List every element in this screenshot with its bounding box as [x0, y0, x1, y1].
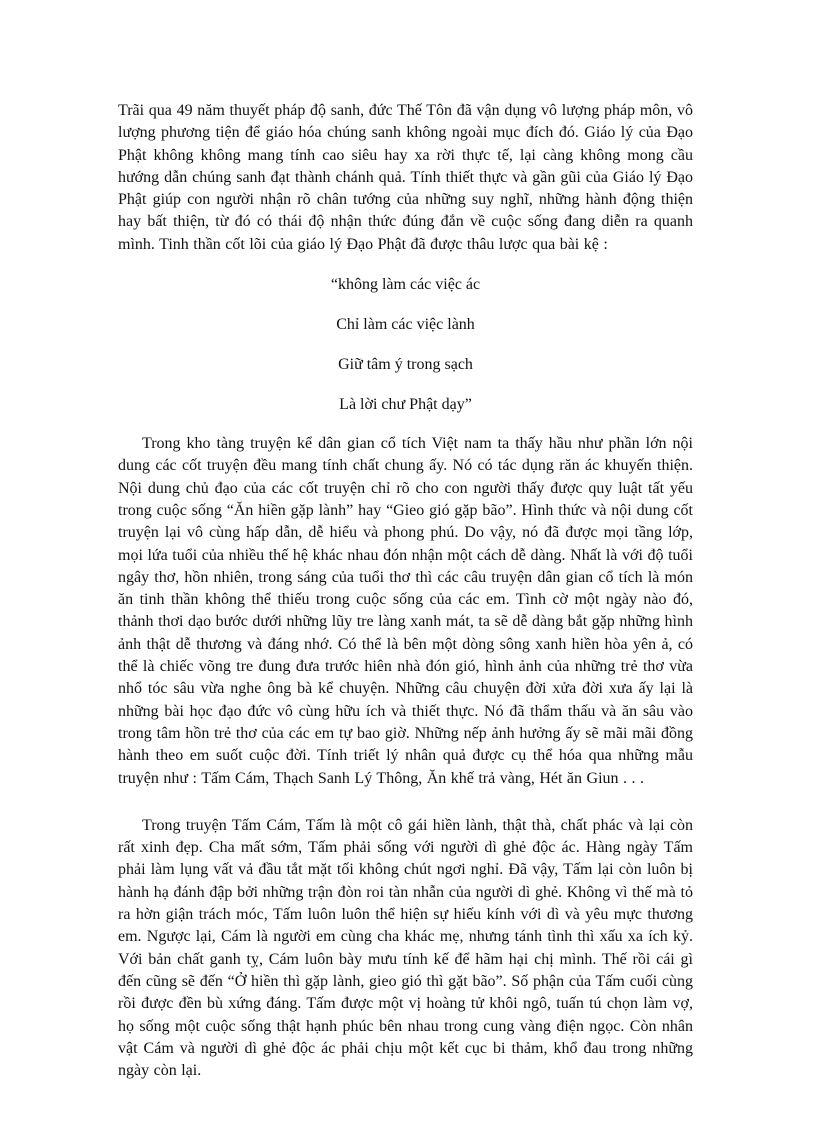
intro-paragraph: Trãi qua 49 năm thuyết pháp độ sanh, đức Thế Tôn đã vận dụng vô lượng pháp môn, vô lượng phương tiện để giáo hóa chúng sanh không ngoài mục đích đó. Giáo lý của Đạo Phật không không mang tính cao siêu hay xa rời thực tế, lại càng không mong cầu hướng dẫn chúng sanh đạt thành chánh quả. Tính thiết thực và gần gũi của Giáo lý Đạo Phật giúp con người nhận rõ chân tướng của những suy nghĩ, những hành động thiện hay bất thiện, từ đó có thái độ nhận thức đúng đắn về cuộc sống đang diễn ra quanh mình. Tinh thần cốt lõi của giáo lý Đạo Phật đã được thâu lược qua bài kệ :	[118, 102, 693, 253]
verse-line: Chỉ làm các việc lành	[336, 316, 475, 334]
paragraph-spacer	[118, 790, 693, 815]
verse-line: Là lời chư Phật dạy”	[339, 396, 472, 414]
document-body	[118, 100, 693, 1082]
verse-line: Giữ tâm ý trong sạch	[338, 356, 473, 374]
verse-line: “không làm các việc ác	[330, 276, 481, 294]
tam-cam-paragraph: Trong truyện Tấm Cám, Tấm là một cô gái hiền lành, thật thà, chất phác và lại còn rất xinh đẹp. Cha mất sớm, Tấm phải sống với người dì ghẻ độc ác. Hàng ngày Tấm phải làm lụng vất vả đầu tắt mặt tối không chút ngơi nghỉ. Đã vậy, Tấm lại còn luôn bị hành hạ đánh đập bởi những trận đòn roi tàn nhẫn của người dì ghẻ. Không vì thế mà tỏ ra hờn giận trách móc, Tấm luôn luôn thể hiện sự hiếu kính với dì và yêu mực thương em. Ngược lại, Cám là người em cùng cha khác mẹ, nhưng tánh tình thì xấu xa ích kỷ. Với bản chất ganh tỵ, Cám luôn bày mưu tính kế để hãm hại chị mình. Thế rồi cái gì đến cũng sẽ đến “Ở hiền thì gặp lành, gieo gió thì gặt bão”. Số phận của Tấm cuối cùng rồi được đền bù xứng đáng. Tấm được một vị hoàng tử khôi ngô, tuấn tú chọn làm vợ, họ sống một cuộc sống thật hạnh phúc bên nhau trong cung vàng điện ngọc. Còn nhân vật Cám và người dì ghẻ độc ác phải chịu một kết cục bi thảm, khổ đau trong những ngày còn lại.	[118, 816, 693, 1080]
verse-block	[118, 274, 693, 416]
folk-tales-paragraph: Trong kho tàng truyện kể dân gian cổ tích Việt nam ta thấy hầu như phần lớn nội dung các cốt truyện đều mang tính chất chung ấy. Nó có tác dụng răn ác khuyến thiện. Nội dung chủ đạo của các cốt truyện chỉ rõ cho con người thấy được quy luật tất yếu trong cuộc sống “Ăn hiền gặp lành” hay “Gieo gió gặp bão”. Hình thức và nội dung cốt truyện lại vô cùng hấp dẫn, dễ hiểu và phong phú. Do vậy, nó đã được mọi tầng lớp, mọi lứa tuổi của nhiều thế hệ khác nhau đón nhận một cách dễ dàng. Nhất là với độ tuổi ngây thơ, hồn nhiên, trong sáng của tuổi thơ thì các câu truyện dân gian cổ tích là món ăn tinh thần không thể thiếu trong cuộc sống của các em. Tình cờ một ngày nào đó, thảnh thơi dạo bước dưới những lũy tre làng xanh mát, ta sẽ dễ dàng bắt gặp những hình ảnh thật dễ thương và đáng nhớ. Có thể là bên một dòng sông xanh hiền hòa yên ả, có thể là chiếc võng tre đung đưa trước hiên nhà đón gió, hình ảnh của những trẻ thơ vừa nhổ tóc sâu vừa nghe ông bà kể chuyện. Những câu chuyện đời xửa đời xưa ấy lại là những bài học đạo đức vô cùng hữu ích và thiết thực. Nó đã thẩm thấu và ăn sâu vào trong tâm hồn trẻ thơ của các em tự bao giờ. Những nếp ảnh hưởng ấy sẽ mãi mãi đồng hành theo em suốt cuộc đời. Tính triết lý nhân quả được cụ thể hóa qua những mẫu truyện như : Tấm Cám, Thạch Sanh Lý Thông, Ăn khế trả vàng, Hét ăn Giun . . .	[118, 435, 693, 787]
